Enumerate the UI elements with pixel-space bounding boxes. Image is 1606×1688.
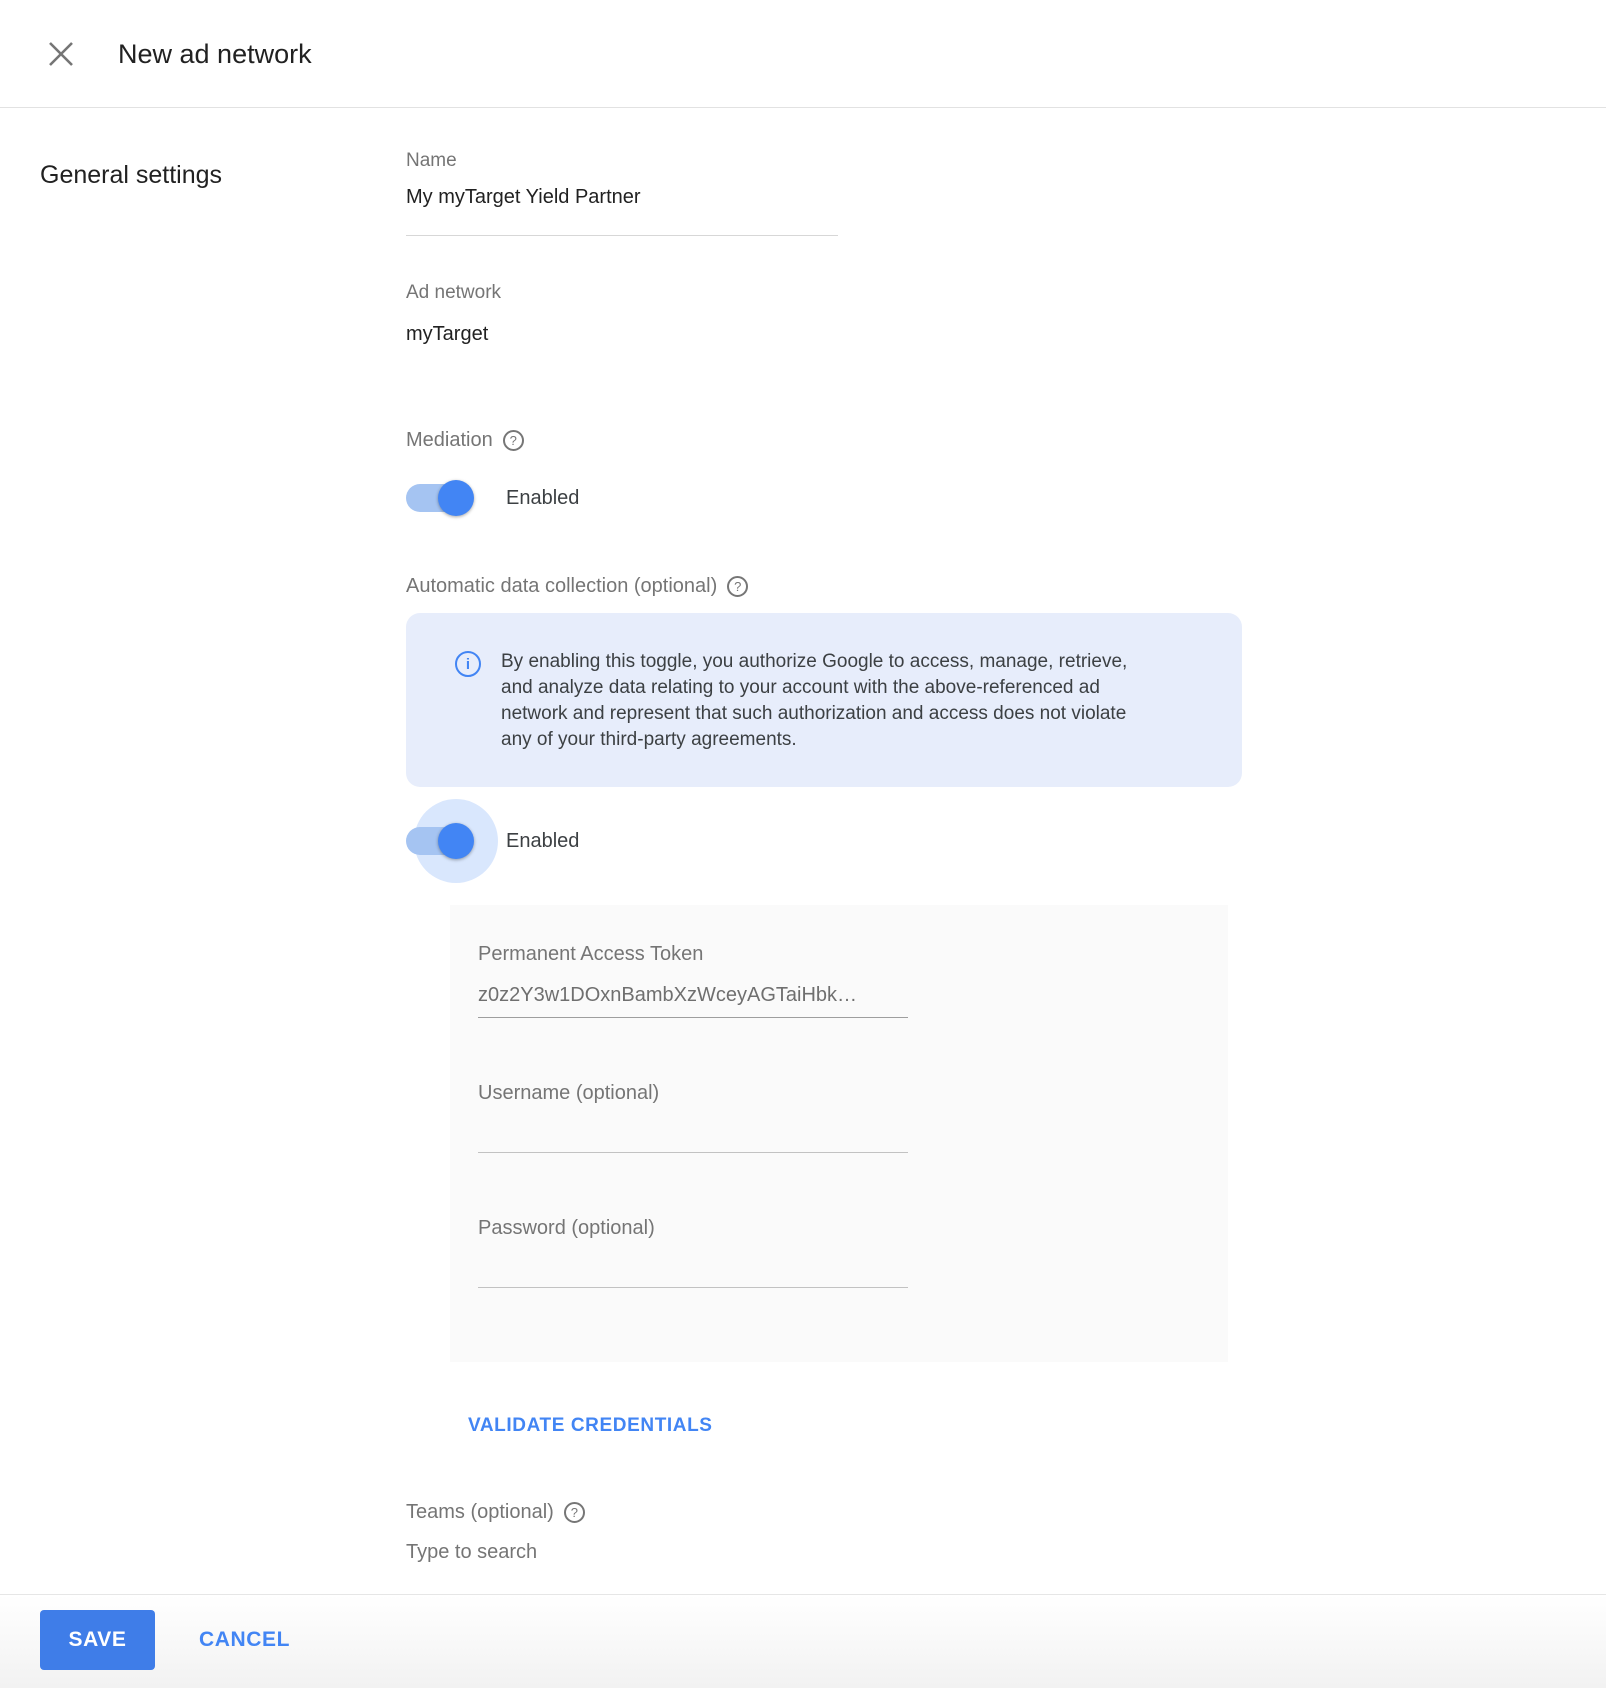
validate-credentials-button[interactable]: VALIDATE CREDENTIALS <box>468 1415 713 1436</box>
username-field <box>478 1082 908 1153</box>
authorization-notice-text: By enabling this toggle, you authorize Google to access, manage, retrieve, and analyze data relating to your account with the above-referenced ad network and represent that such authorization and access does not violate any of your third-party agreements. <box>501 651 1128 750</box>
general-settings-heading: General settings <box>40 161 223 189</box>
auto-collection-label: Automatic data collection (optional) <box>406 575 718 597</box>
close-button[interactable] <box>44 38 78 72</box>
page-title: New ad network <box>118 39 312 69</box>
username-input[interactable] <box>478 1104 908 1153</box>
dialog-header <box>0 0 1606 108</box>
mediation-toggle-row <box>406 480 1246 516</box>
ad-network-value: myTarget <box>406 323 489 345</box>
mediation-toggle[interactable] <box>406 480 474 516</box>
access-token-label: Permanent Access Token <box>478 943 704 965</box>
auto-collection-toggle-row <box>406 823 1246 859</box>
name-label: Name <box>406 150 457 171</box>
credentials-panel <box>450 905 1228 1362</box>
info-icon: i <box>455 651 481 677</box>
auto-collection-state-label: Enabled <box>506 830 580 852</box>
password-field <box>478 1217 908 1288</box>
ad-network-label: Ad network <box>406 282 502 303</box>
help-icon[interactable]: ? <box>564 1502 585 1523</box>
toggle-knob <box>438 823 474 859</box>
name-input[interactable] <box>406 186 838 209</box>
help-icon[interactable]: ? <box>727 576 748 597</box>
teams-search <box>406 1541 1246 1564</box>
teams-label-row <box>406 1501 1246 1523</box>
toggle-knob <box>438 480 474 516</box>
auto-collection-toggle[interactable] <box>406 823 474 859</box>
username-label: Username (optional) <box>478 1082 660 1104</box>
access-token-field[interactable] <box>478 943 908 1018</box>
mediation-label: Mediation <box>406 429 493 451</box>
general-settings-form <box>406 150 1246 1564</box>
help-icon[interactable]: ? <box>503 430 524 451</box>
auto-collection-label-row <box>406 575 1246 597</box>
authorization-notice <box>406 613 1242 787</box>
save-button[interactable]: SAVE <box>40 1610 155 1670</box>
password-input[interactable] <box>478 1239 908 1288</box>
mediation-state-label: Enabled <box>506 487 580 509</box>
teams-search-input[interactable] <box>406 1541 836 1564</box>
ad-network-field <box>406 282 1246 346</box>
close-icon <box>46 39 76 69</box>
cancel-button[interactable]: CANCEL <box>187 1610 302 1670</box>
teams-label: Teams (optional) <box>406 1501 554 1523</box>
password-label: Password (optional) <box>478 1217 655 1239</box>
mediation-label-row <box>406 429 1246 451</box>
access-token-value: z0z2Y3w1DOxnBambXzWceyAGTaiHbk… <box>478 984 858 1006</box>
name-field <box>406 150 838 236</box>
action-bar <box>0 1594 1606 1688</box>
